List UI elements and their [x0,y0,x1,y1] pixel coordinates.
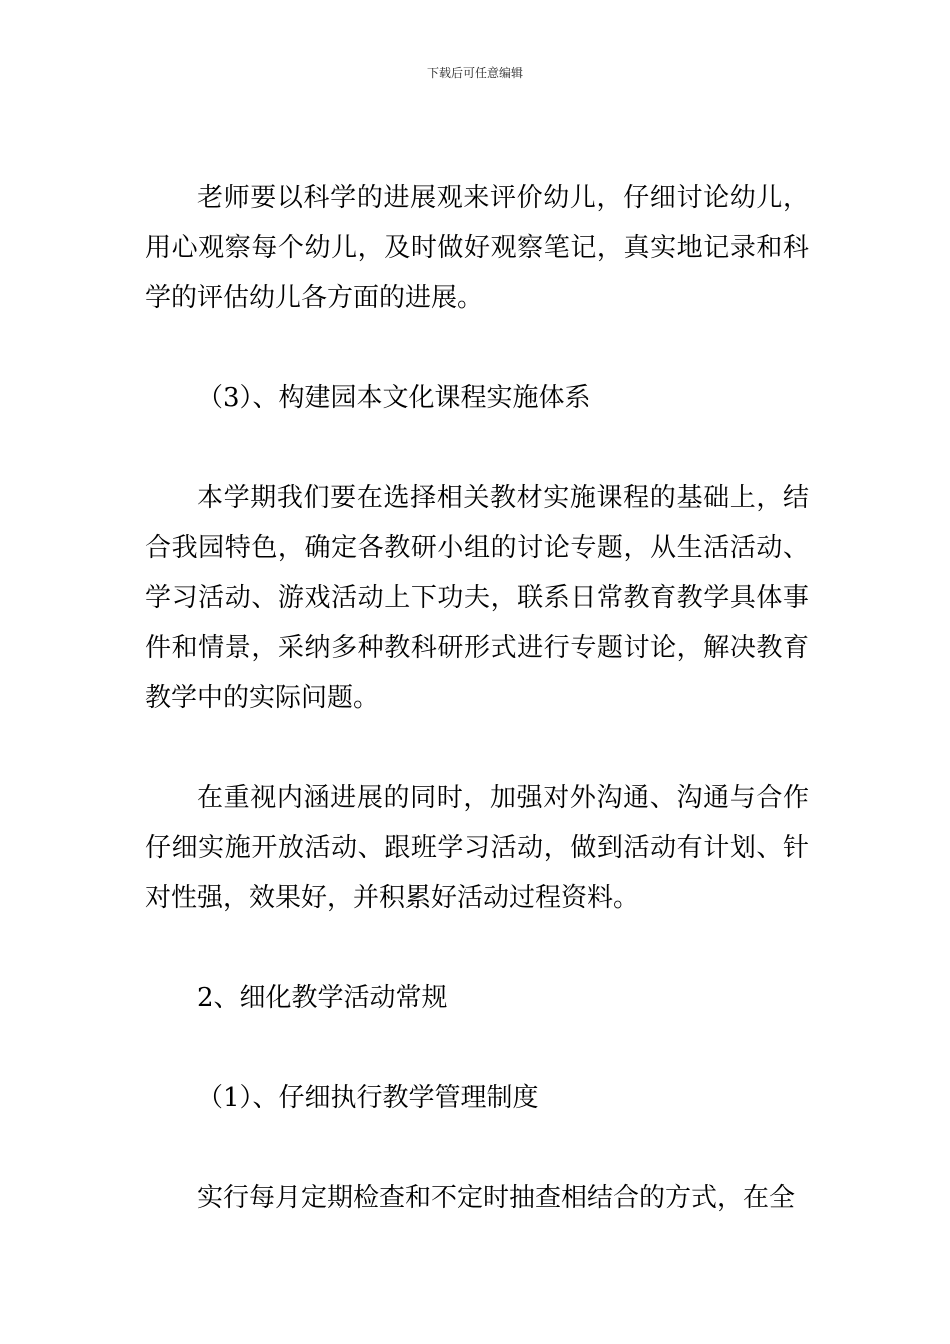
page-header: 下载后可任意编辑 [426,66,523,80]
heading-curriculum-system: （3）、构建园本文化课程实施体系 [197,383,591,413]
document-body [145,173,809,1223]
paragraph-evaluation: 老师要以科学的进展观来评价幼儿，仔细讨论幼儿，用心观察每个幼儿，及时做好观察笔记，真实地记录和科学的评估幼儿各方面的进展。 [145,183,809,313]
paragraph-inspection: 实行每月定期检查和不定时抽查相结合的方式，在全 [197,1183,796,1213]
heading-management-system: （1）、仔细执行教学管理制度 [197,1083,539,1113]
paragraph-curriculum: 本学期我们要在选择相关教材实施课程的基础上，结合我园特色，确定各教研小组的讨论专题，从生活活动、学习活动、游戏活动上下功夫，联系日常教育教学具体事件和情景，采纳多种教科研形式进行专题讨论，解决教育教学中的实际问题。 [145,483,809,713]
heading-teaching-routine: 2、细化教学活动常规 [197,983,448,1013]
paragraph-communication: 在重视内涵进展的同时，加强对外沟通、沟通与合作仔细实施开放活动、跟班学习活动，做到活动有计划、针对性强，效果好，并积累好活动过程资料。 [145,783,809,913]
